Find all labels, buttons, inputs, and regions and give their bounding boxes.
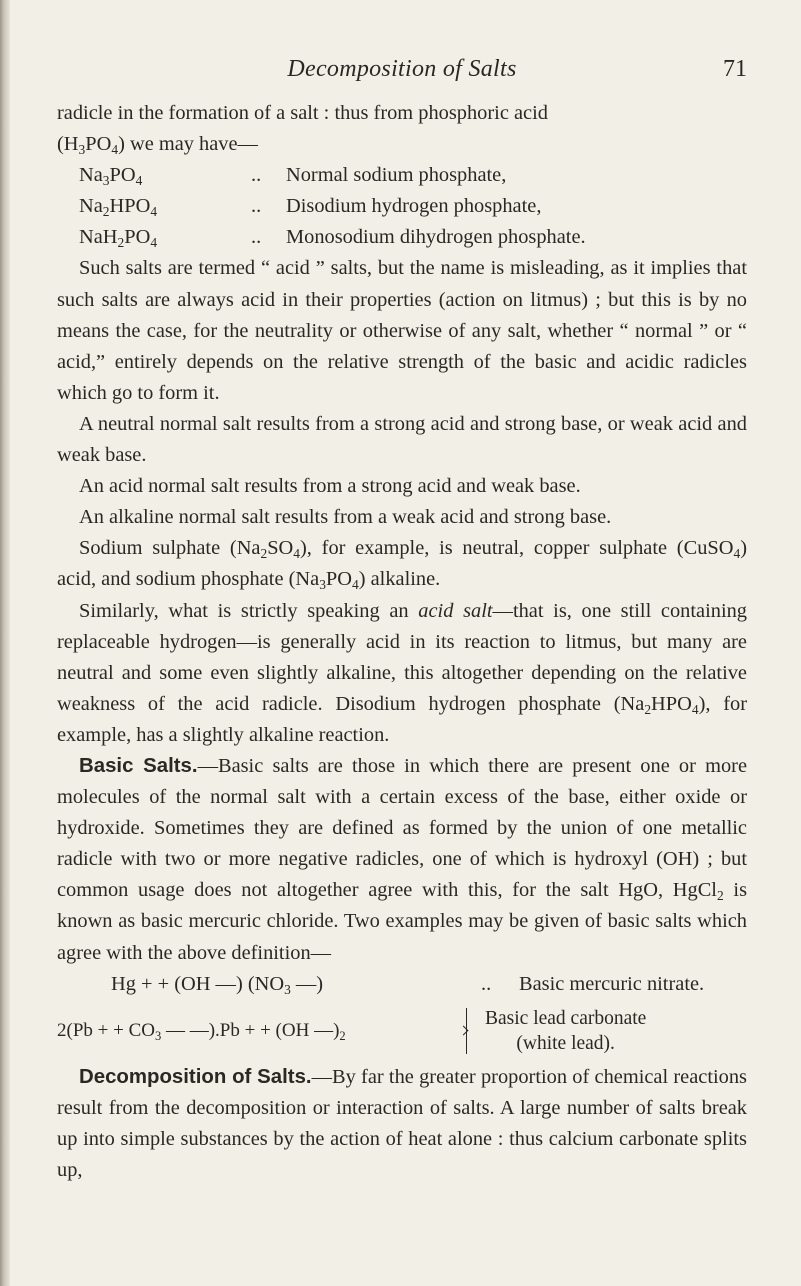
- equation-basic-mercuric-nitrate: [57, 969, 747, 1000]
- leader-dots: ..: [251, 195, 262, 218]
- running-title: Decomposition of Salts: [287, 56, 517, 82]
- equation-name: Basic mercuric nitrate.: [519, 972, 705, 995]
- paragraph-examples: Sodium sulphate $(Na_2SO_4)$, for example, is neutral, copper sulphate (CuSO$_4$) acid, and sodium phosphate $(Na_3PO_4)$ alkaline.: [57, 537, 747, 593]
- page-header: [57, 56, 747, 86]
- equation-formula: Hg + + (OH —) ($NO_3$ —): [111, 972, 324, 997]
- leader-dots: ..: [251, 226, 262, 249]
- equation-name: Basic lead carbonate (white lead).: [485, 1007, 647, 1054]
- salt-row: [79, 191, 586, 222]
- book-binding-edge: [0, 0, 10, 1286]
- equation-basic-lead-carbonate: [57, 1000, 747, 1062]
- paragraph-intro: radicle in the formation of a salt : thus from phosphoric acid $(H_3PO_4)$ we may have—: [57, 102, 548, 158]
- paragraph-acid-salts: Such salts are termed “ acid ” salts, but the name is misleading, as it implies that such salts are always acid in their properties (action on litmus) ; but this is by no means the case, for the neutrality or otherwise of any salt, whether “ normal ” or “ acid,” entirely depends on the relative strength of the basic and acidic radicles which go to form it.: [57, 257, 747, 404]
- paragraph-acid-normal: An acid normal salt results from a strong acid and weak base.: [79, 475, 581, 498]
- equation-formula: 2(Pb + + $CO_3$ — —).Pb + + (OH $—)_2$: [57, 1020, 346, 1043]
- body-text: [57, 98, 747, 1186]
- sodium-phosphate-list: [79, 160, 586, 253]
- section-heading-decomposition: Decomposition of Salts.: [79, 1065, 312, 1088]
- page-number: 71: [723, 56, 747, 82]
- salt-description: Normal sodium phosphate,: [286, 164, 507, 187]
- salt-row: [79, 160, 586, 191]
- curly-brace-icon: [466, 1008, 475, 1054]
- paragraph-basic-salts: Basic Salts.—Basic salts are those in which there are present one or more molecules of the normal salt with a certain excess of the base, either oxide or hydroxide. Sometimes they are defined as formed by the union of one metallic radicle with two or more negative radicles, one of which is hydroxyl (OH) ; but common usage does not altogether agree with this, for the salt HgO, HgCl$_2$ is known as basic mercuric chloride. Two examples may be given of basic salts which agree with the above definition—: [57, 754, 747, 964]
- section-heading-basic-salts: Basic Salts.: [79, 754, 198, 777]
- leader-dots: ..: [251, 164, 262, 187]
- salt-formula: $Na_2HPO_4$: [79, 195, 158, 220]
- salt-description: Disodium hydrogen phosphate,: [286, 195, 542, 218]
- salt-row: [79, 222, 586, 253]
- salt-description: Monosodium dihydrogen phosphate.: [286, 226, 586, 249]
- paragraph-alkaline-normal: An alkaline normal salt results from a weak acid and strong base.: [79, 506, 612, 529]
- leader-dots: ..: [481, 972, 492, 995]
- paragraph-decomposition: Decomposition of Salts.—By far the greater proportion of chemical reactions result from the decomposition or interaction of salts. A large number of salts break up into simple substances by the action of heat alone : thus calcium carbonate splits up,: [57, 1065, 747, 1181]
- paragraph-neutral-normal: A neutral normal salt results from a strong acid and strong base, or weak acid and weak base.: [57, 412, 747, 467]
- paragraph-acid-salt-reaction: Similarly, what is strictly speaking an acid salt—that is, one still containing replaceable hydrogen—is generally acid in its reaction to litmus, but many are neutral and some even slightly alkaline, this altogether depending on the relative weakness of the acid radicle. Disodium hydrogen phosphate $(Na_2HPO_4)$, for example, has a slightly alkaline reaction.: [57, 599, 748, 746]
- salt-formula: $NaH_2PO_4$: [79, 226, 158, 251]
- salt-formula: $Na_3PO_4$: [79, 164, 143, 189]
